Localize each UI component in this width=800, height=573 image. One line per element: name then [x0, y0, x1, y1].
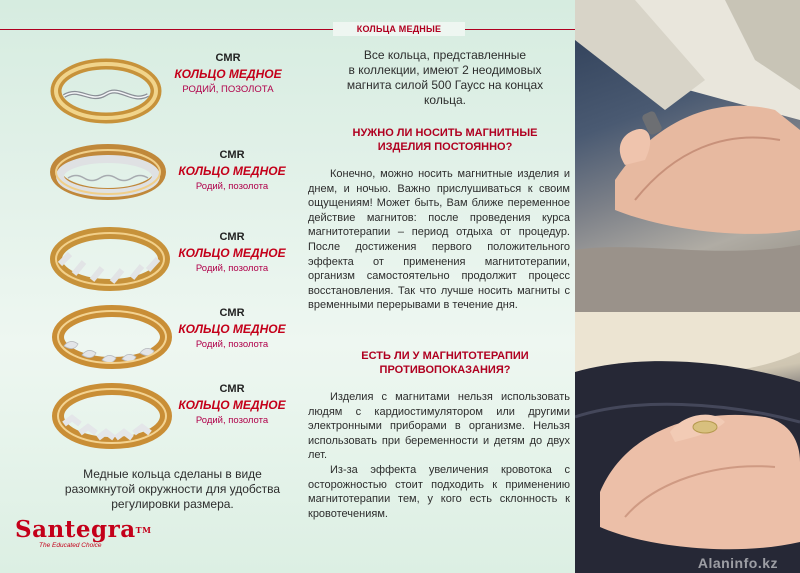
section-2-paragraph-1: Изделия с магнитами нельзя использовать людям с кардиостимулятором или другими электронными приборами в организме. Нельзя использовать при беременности и детям до двух лет.	[308, 391, 570, 462]
product-code: CMR	[219, 231, 245, 243]
product-code: CMR	[219, 149, 245, 161]
product-1	[158, 51, 298, 98]
product-material: Родий, позолота	[195, 339, 269, 350]
ring-image-1	[50, 52, 162, 130]
ring-image-3	[48, 222, 172, 296]
watermark: Alaninfo.kz	[697, 555, 778, 571]
ring-image-5	[50, 378, 174, 454]
section-2-heading: ЕСТЬ ЛИ У МАГНИТОТЕРАПИИ ПРОТИВОПОКАЗАНИЯ?	[361, 350, 529, 376]
section-1-text	[308, 167, 570, 313]
product-material: Родий, позолота	[195, 415, 269, 426]
intro-line: магнита силой 500 Гаусс на концах	[346, 78, 544, 92]
logo-text: Santegra	[15, 516, 136, 543]
product-material: РОДИЙ, ПОЗОЛОТА	[182, 84, 274, 95]
header-rule	[0, 29, 575, 30]
section-1-heading: НУЖНО ЛИ НОСИТЬ МАГНИТНЫЕ ИЗДЕЛИЯ ПОСТОЯННО?	[352, 127, 538, 153]
section-1-paragraph: Конечно, можно носить магнитные изделия и днем, и ночью. Важно прислушиваться к своим ощущениям! Может быть, Вам ближе переменное действие магнитов: после проведения курса магнитотерапии – период отдыха от процедур. После достижения первого положительного эффекта от применения магнитотерапии, организм самостоятельно продолжит процесс восстановления. Так что лучше носить магниты с временными перерывами в течение дня.	[308, 168, 570, 312]
photo-hand-with-ring	[575, 312, 800, 573]
section-title: КОЛЬЦА МЕДНЫЕ	[333, 22, 465, 36]
photo-hand-with-bag	[575, 0, 800, 312]
section-2-text	[308, 390, 570, 521]
product-name: КОЛЬЦО МЕДНОЕ	[178, 398, 286, 412]
product-2	[162, 148, 302, 195]
section-2-paragraph-2: Из-за эффекта увеличения кровотока с осторожностью стоит подходить к применению магнитотерапии тем, у кого есть склонность к кровотечениям.	[308, 463, 570, 520]
ring-image-4	[50, 300, 174, 374]
intro-text	[320, 48, 570, 108]
product-code: CMR	[215, 52, 241, 64]
product-4	[162, 306, 302, 353]
intro-line: кольца.	[424, 93, 466, 107]
product-name: КОЛЬЦО МЕДНОЕ	[174, 67, 282, 81]
product-5	[162, 382, 302, 429]
product-name: КОЛЬЦО МЕДНОЕ	[178, 164, 286, 178]
product-material: Родий, позолота	[195, 181, 269, 192]
product-name: КОЛЬЦО МЕДНОЕ	[178, 322, 286, 336]
ring-image-2	[50, 140, 166, 204]
product-code: CMR	[219, 383, 245, 395]
intro-line: в коллекции, имеют 2 неодимовых	[348, 63, 542, 77]
product-3	[162, 230, 302, 277]
intro-line: Все кольца, представленные	[363, 48, 527, 62]
footer-note: Медные кольца сделаны в виде разомкнутой окружности для удобства регулировки размера.	[64, 467, 281, 511]
product-material: Родий, позолота	[195, 263, 269, 274]
product-code: CMR	[219, 307, 245, 319]
product-name: КОЛЬЦО МЕДНОЕ	[178, 246, 286, 260]
santegra-logo	[15, 518, 151, 549]
logo-tagline: The Educated Choice	[39, 542, 102, 549]
logo-tm: TM	[135, 525, 152, 535]
